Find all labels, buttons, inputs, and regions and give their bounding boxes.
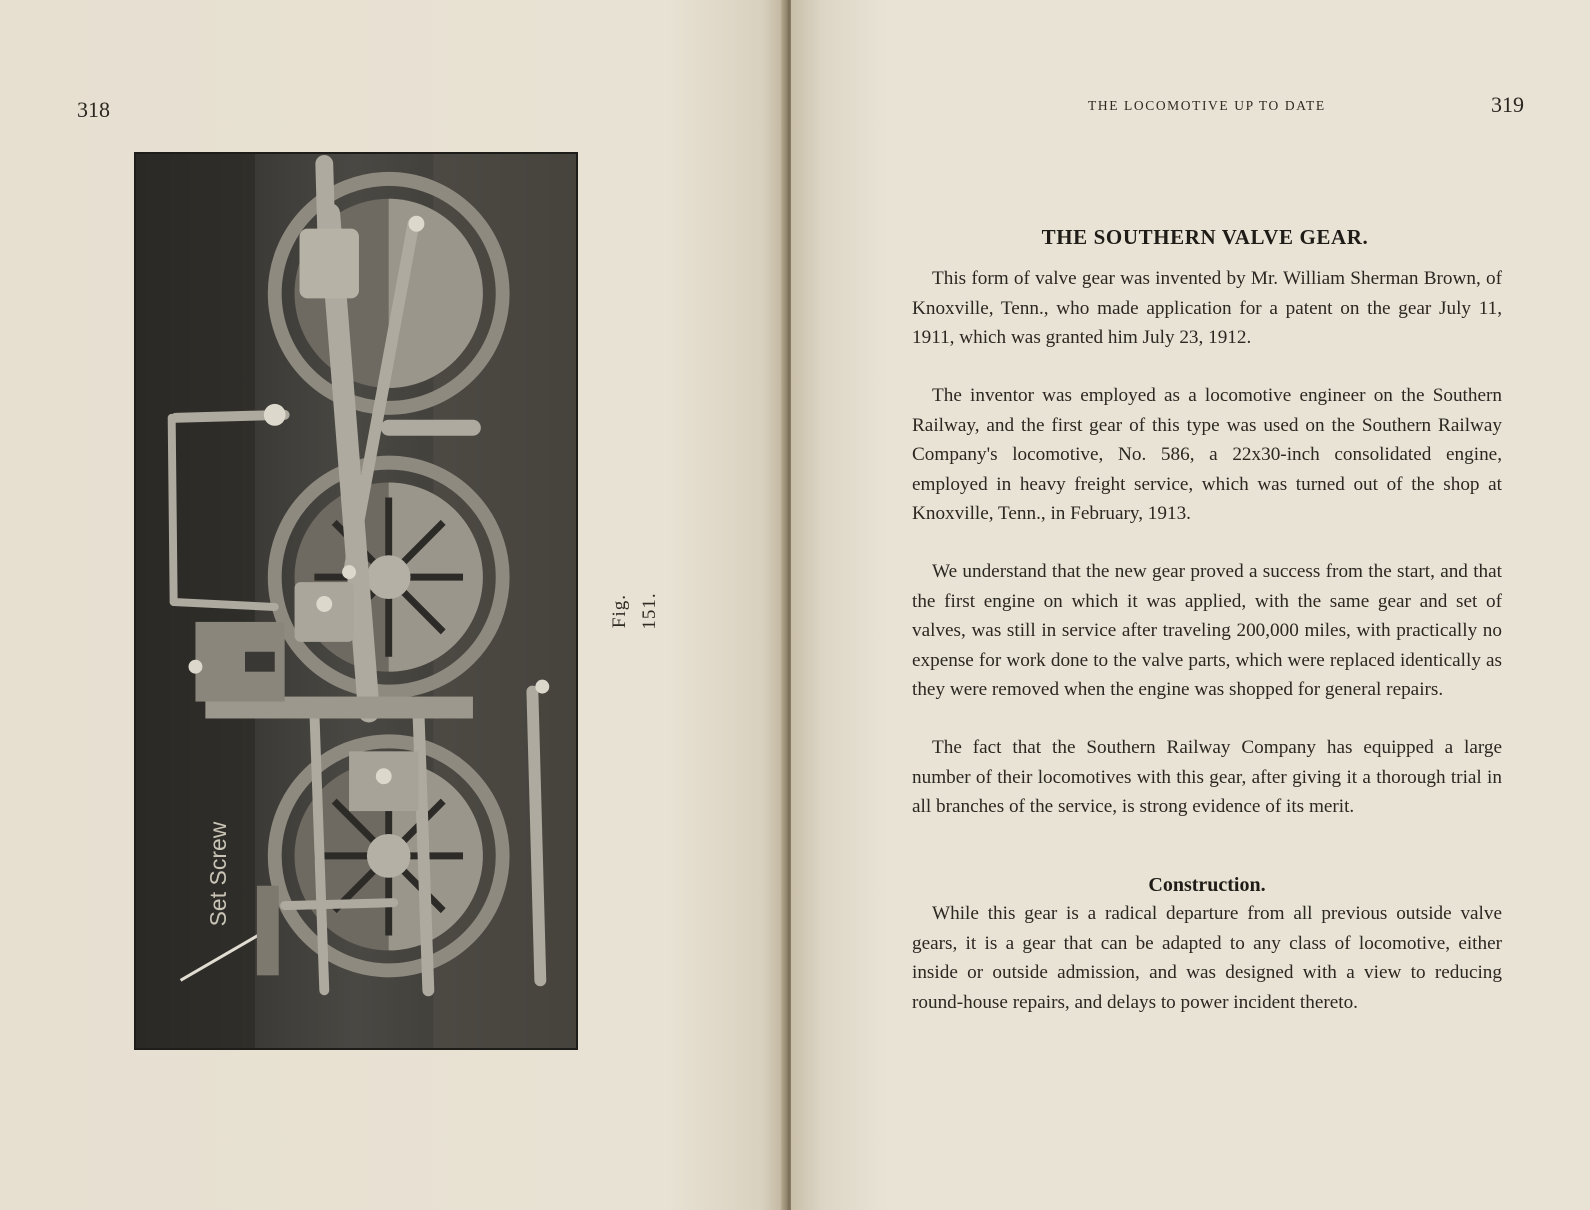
page-number: 319: [1491, 92, 1524, 117]
paragraph: We understand that the new gear proved a success from the start, and that the first engine on which it was applied, with the same gear and set of valves, was still in service after traveling 200,000 miles, with practically no expense for work done to the valve parts, which were replaced identically as they were removed when the engine was shopped for general repairs.: [912, 561, 1502, 700]
right-page: [791, 0, 1590, 1210]
locomotive-valve-gear-photo: [134, 152, 578, 1050]
figure-caption: Fig. 151.: [609, 592, 660, 630]
set-screw-label: Set Screw: [205, 821, 231, 927]
paragraph: The fact that the Southern Railway Company has equipped a large number of their locomotives with this gear, after giving it a thorough trial in all branches of the service, is strong evidence of its merit.: [912, 737, 1502, 817]
chapter-title: THE SOUTHERN VALVE GEAR.: [1041, 225, 1369, 249]
running-head: THE LOCOMOTIVE UP TO DATE: [1088, 98, 1326, 113]
section-heading: Construction.: [1148, 874, 1266, 896]
left-page: [0, 0, 785, 1210]
paragraph: The inventor was employed as a locomotive engineer on the Southern Railway, and the first gear of this type was used on the Southern Railway Company's locomotive, No. 586, a 22x30-inch consolidated engine, employed in heavy freight service, which was turned out of the shop at Knoxville, Tenn., in February, 1913.: [912, 385, 1502, 524]
paragraph: While this gear is a radical departure from all previous outside valve gears, it is a gear that can be adapted to any class of locomotive, either inside or outside admission, and was designed with a view to reducing round-house repairs, and delays to power incident thereto.: [912, 903, 1502, 1013]
valve-gear-illustration: [136, 154, 576, 1048]
page-number: 318: [77, 97, 110, 122]
paragraph: This form of valve gear was invented by Mr. William Sherman Brown, of Knoxville, Tenn., who made application for a patent on the gear July 11, 1911, which was granted him July 23, 1912.: [912, 268, 1502, 348]
